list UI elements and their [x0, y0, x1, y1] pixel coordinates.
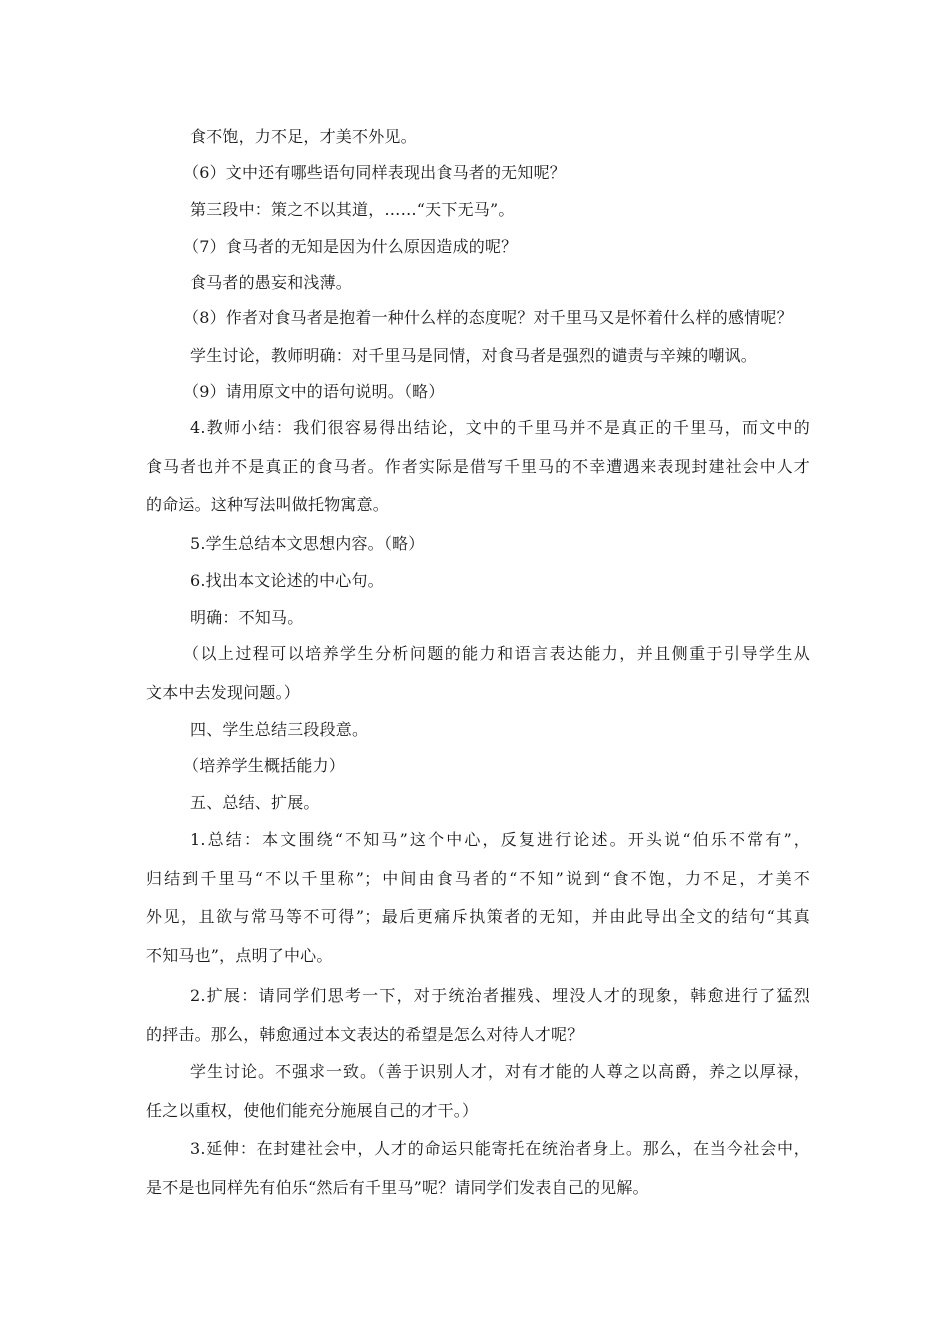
question-8: （8）作者对食马者是抱着一种什么样的态度呢？对千里马又是怀着什么样的感情呢？	[183, 308, 793, 327]
section-four-heading: 四、学生总结三段段意。	[190, 720, 369, 739]
step-5: 5.学生总结本文思想内容。（略）	[190, 534, 425, 553]
teacher-summary-line-3: 的命运。这种写法叫做托物寓意。	[146, 495, 390, 514]
extension-line-1: 2.扩展：请同学们思考一下，对于统治者摧残、埋没人才的现象，韩愈进行了猛烈	[190, 986, 810, 1005]
question-6: （6）文中还有哪些语句同样表现出食马者的无知呢？	[183, 163, 566, 182]
step-6: 6.找出本文论述的中心句。	[190, 571, 384, 590]
extend-line-2: 是不是也同样先有伯乐“然后有千里马”呢？请同学们发表自己的见解。	[146, 1178, 649, 1197]
text-line: 食不饱，力不足，才美不外见。	[190, 127, 417, 146]
discussion-line-2: 任之以重权，使他们能充分施展自己的才干。）	[146, 1101, 479, 1120]
step-6-answer: 明确：不知马。	[190, 608, 304, 627]
summary-line-3: 外见，且欲与常马等不可得”；最后更痛斥执策者的无知，并由此导出全文的结句“其真	[146, 907, 810, 926]
summary-line-2: 归结到千里马“不以千里称”；中间由食马者的“不知”说到“食不饱，力不足，才美不	[146, 869, 810, 888]
question-7: （7）食马者的无知是因为什么原因造成的呢？	[183, 237, 518, 256]
section-five-heading: 五、总结、扩展。	[190, 793, 320, 812]
question-9: （9）请用原文中的语句说明。（略）	[183, 382, 445, 401]
summary-line-1: 1.总结：本文围绕“不知马”这个中心，反复进行论述。开头说“伯乐不常有”，	[190, 830, 810, 849]
extend-line-1: 3.延伸：在封建社会中，人才的命运只能寄托在统治者身上。那么，在当今社会中，	[190, 1139, 810, 1158]
answer-6: 第三段中：策之不以其道，……“天下无马”。	[190, 200, 515, 219]
teacher-summary-line-2: 食马者也并不是真正的食马者。作者实际是借写千里马的不幸遭遇来表现封建社会中人才	[146, 457, 810, 476]
answer-7: 食马者的愚妄和浅薄。	[190, 273, 353, 292]
note-line-1: （以上过程可以培养学生分析问题的能力和语言表达能力，并且侧重于引导学生从	[183, 644, 810, 663]
teacher-summary-line-1: 4.教师小结：我们很容易得出结论，文中的千里马并不是真正的千里马，而文中的	[190, 418, 810, 437]
answer-8: 学生讨论，教师明确：对千里马是同情，对食马者是强烈的谴责与辛辣的嘲讽。	[190, 346, 758, 365]
section-four-note: （培养学生概括能力）	[183, 756, 346, 775]
extension-line-2: 的抨击。那么，韩愈通过本文表达的希望是怎么对待人才呢？	[146, 1025, 584, 1044]
summary-line-4: 不知马也”，点明了中心。	[146, 946, 333, 965]
note-line-2: 文本中去发现问题。）	[146, 683, 301, 702]
discussion-line-1: 学生讨论。不强求一致。（善于识别人才，对有才能的人尊之以高爵，养之以厚禄，	[190, 1062, 810, 1081]
